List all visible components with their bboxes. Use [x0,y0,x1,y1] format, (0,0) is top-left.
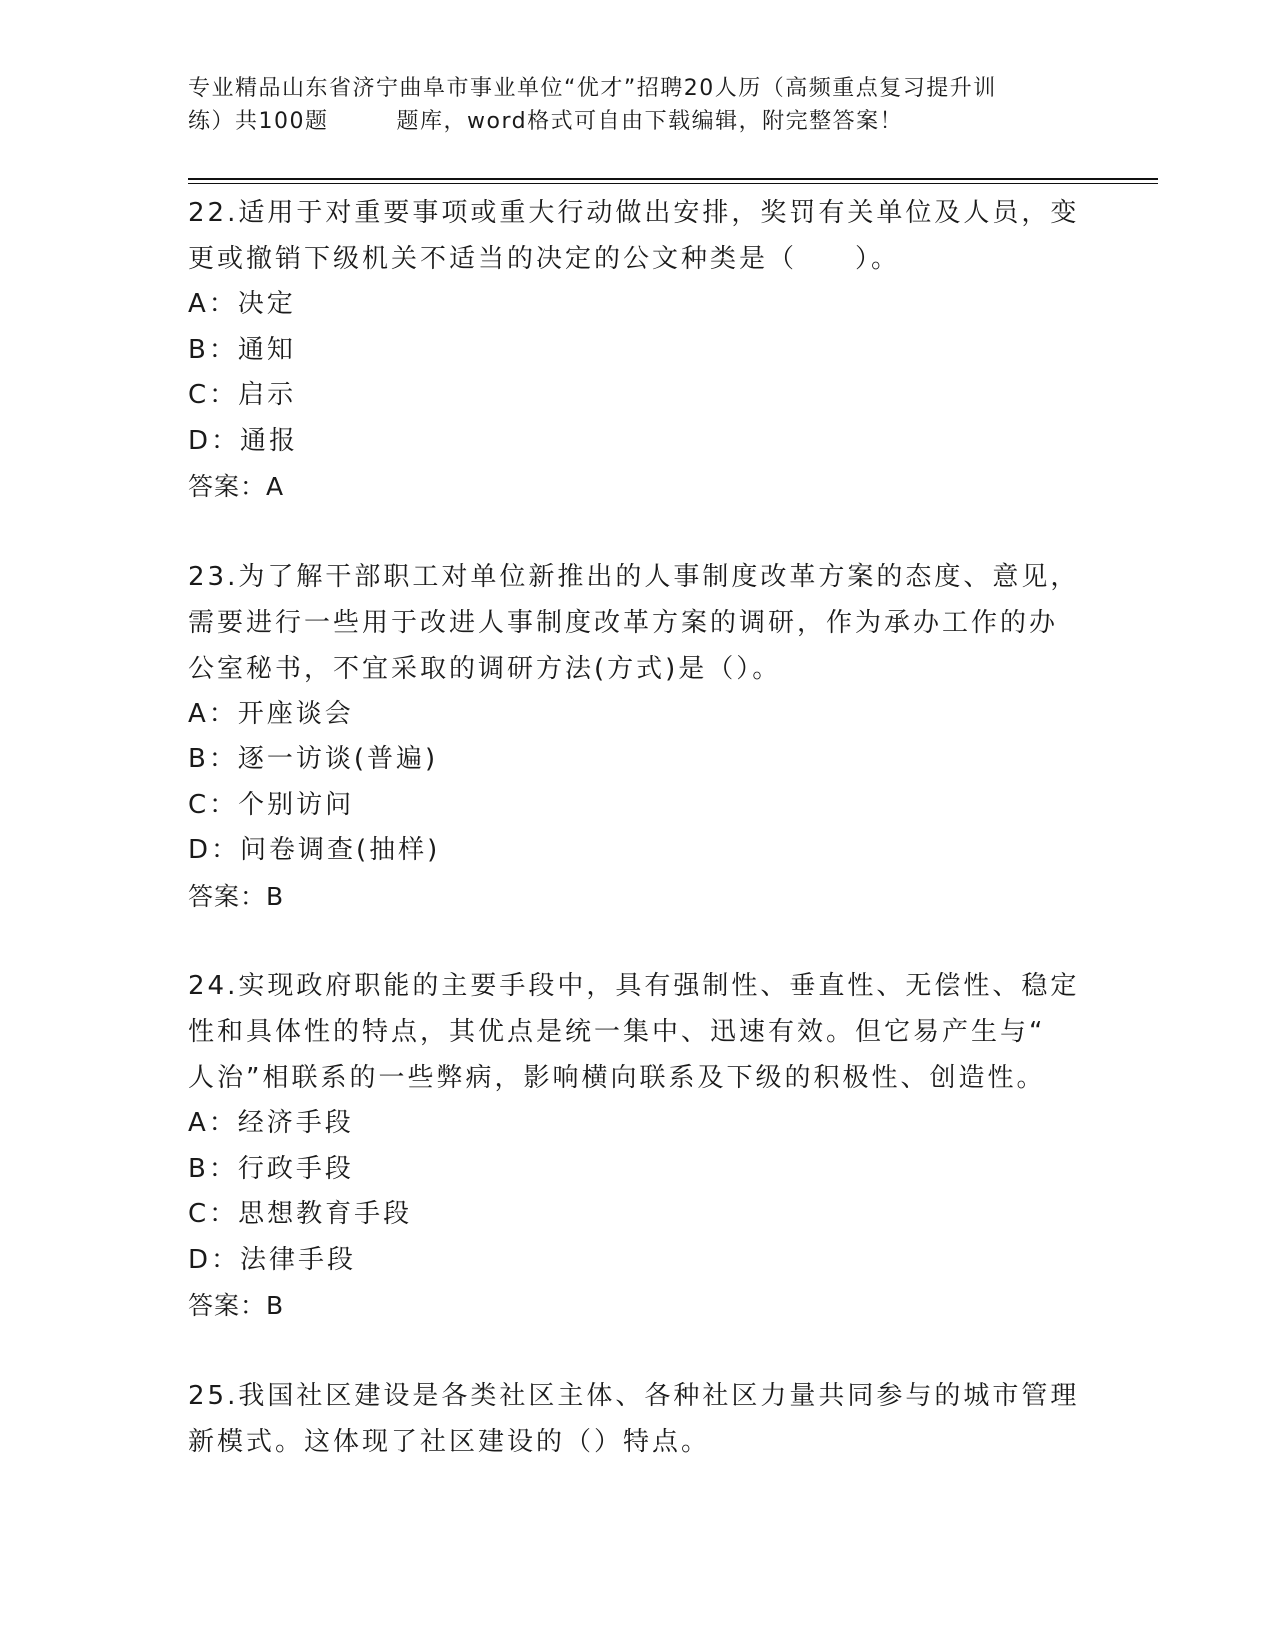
question-24 [188,963,1088,1329]
question-stem-line: 24.实现政府职能的主要手段中，具有强制性、垂直性、无偿性、稳定 [188,971,1080,1001]
option-a: A：决定 [188,289,296,319]
question-stem-line: 更或撤销下级机关不适当的决定的公文种类是（ ）。 [188,244,901,274]
option-b: B：通知 [188,334,296,365]
question-22 [188,190,1088,510]
question-list [188,190,1088,1509]
question-stem-line: 23.为了解干部职工对单位新推出的人事制度改革方案的态度、意见， [188,561,1080,592]
option-d: D：问卷调查(抽样) [188,835,441,865]
option-d: D：通报 [188,425,299,456]
question-stem-line: 需要进行一些用于改进人事制度改革方案的调研，作为承办工作的办 [188,607,1059,638]
header-line-2-part-2: 题库，word格式可自由下载编辑，附完整答案！ [396,109,904,134]
header-line-1: 专业精品山东省济宁曲阜市事业单位“优才”招聘20人历（高频重点复习提升训 [188,76,997,101]
answer: 答案：B [188,1291,285,1320]
question-23 [188,554,1088,920]
header-line-2 [188,105,1088,138]
question-stem-line: 性和具体性的特点，其优点是统一集中、迅速有效。但它易产生与“ [188,1017,1046,1047]
option-a: A：开座谈会 [188,698,354,729]
header-line-2-part-1: 练）共100题 [188,109,329,134]
question-stem-line: 人治”相联系的一些弊病，影响横向联系及下级的积极性、创造性。 [188,1063,1046,1093]
option-c: C：个别访问 [188,789,355,820]
header-rule-thin [188,183,1158,184]
option-c: C：启示 [188,380,297,410]
answer: 答案：B [188,881,285,911]
header-rule-thick [188,178,1158,180]
option-d: D：法律手段 [188,1244,357,1275]
question-stem-line: 25.我国社区建设是各类社区主体、各种社区力量共同参与的城市管理 [188,1380,1080,1411]
answer: 答案：A [188,472,285,501]
question-stem-line: 公室秘书，不宜采取的调研方法(方式)是（）。 [188,653,782,684]
option-c: C：思想教育手段 [188,1199,413,1229]
document-header [188,72,1088,138]
question-stem-line: 22.适用于对重要事项或重大行动做出安排，奖罚有关单位及人员，变 [188,198,1080,228]
option-b: B：行政手段 [188,1153,354,1184]
option-a: A：经济手段 [188,1108,354,1138]
question-25 [188,1373,1088,1465]
option-b: B：逐一访谈(普遍) [188,744,439,774]
question-stem-line: 新模式。这体现了社区建设的（）特点。 [188,1426,711,1457]
